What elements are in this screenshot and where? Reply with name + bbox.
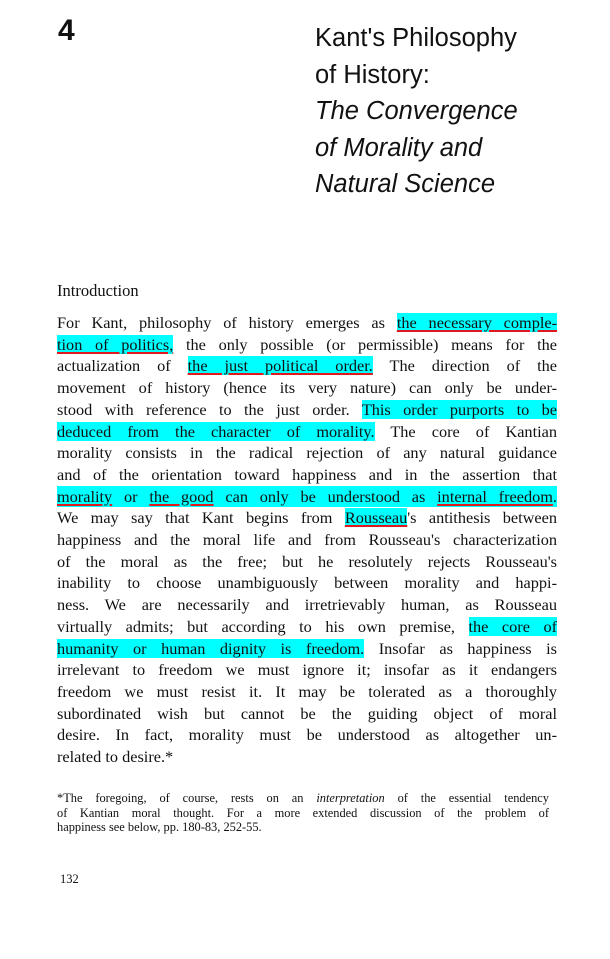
underlined-text: internal freedom <box>437 486 553 506</box>
text-line: movement of history (hence its very nature) can only be under- <box>57 378 557 398</box>
page-number: 132 <box>60 872 79 886</box>
text-line: subordinated wish but cannot be the guiding object of moral <box>57 703 557 723</box>
highlighted-text: the just political order. <box>187 356 373 376</box>
text-line: For Kant, philosophy of history emerges as the necessary comple- <box>57 313 558 332</box>
text-line: inability to choose unambiguously between morality and happi- <box>57 573 557 593</box>
text-line: actualization of the just political order. The direction of the <box>57 356 558 376</box>
highlighted-text: tion of politics, <box>57 334 174 354</box>
highlighted-text: deduced from the character of morality. <box>57 421 375 441</box>
highlighted-text: humanity or human dignity is freedom. <box>57 638 365 658</box>
title-line: of History: <box>315 60 430 89</box>
footnote-line: *The foregoing, of course, rests on an interpretation of the essential tendency <box>57 791 549 805</box>
text-line: of the moral as the free; but he resolutely rejects Rousseau's <box>57 551 557 571</box>
subtitle-line: of Morality and <box>315 133 483 162</box>
subtitle-line: The Convergence <box>315 97 518 125</box>
section-heading: Introduction <box>57 281 139 300</box>
text-line: ness. We are necessarily and irretrievably human, as Rousseau <box>57 595 557 615</box>
text-line: virtually admits; but according to his own premise, the core of <box>57 616 558 636</box>
chapter-number: 4 <box>58 14 75 47</box>
text-line: desire. In fact, morality must be understood as altogether un- <box>57 725 557 745</box>
text-line: morality or the good can only be understood as internal freedom. <box>57 486 557 506</box>
text-line: happiness and the moral life and from Rousseau's characterization <box>57 530 557 550</box>
text-line: and of the orientation toward happiness and in the assertion that <box>57 464 557 484</box>
text-line: freedom we must resist it. It may be tolerated as a thoroughly <box>57 681 557 701</box>
title-line: Kant's Philosophy <box>315 24 517 52</box>
highlighted-text: the core of <box>468 616 558 636</box>
highlighted-text: the necessary comple- <box>396 313 558 332</box>
emphasized-text: interpretation <box>316 791 385 805</box>
text-line: We may say that Kant begins from Rousseau's antithesis between <box>57 508 558 528</box>
subtitle-line: Natural Science <box>315 170 496 198</box>
text-line: related to desire.* <box>57 747 174 767</box>
highlighted-text: This order purports to be <box>361 399 557 419</box>
text-line: deduced from the character of morality. The core of Kantian <box>57 421 557 441</box>
chapter-title <box>315 20 595 203</box>
underlined-text: morality <box>57 486 113 506</box>
underlined-text: the good <box>149 486 214 506</box>
footnote-line: happiness see below, pp. 180-83, 252-55. <box>57 820 262 834</box>
highlighted-text: Rousseau <box>344 508 408 528</box>
text-line: humanity or human dignity is freedom. Insofar as happiness is <box>57 638 557 658</box>
text-line: tion of politics, the only possible (or permissible) means for the <box>57 334 557 354</box>
footnote <box>57 791 549 835</box>
text-line: irrelevant to freedom we must ignore it; insofar as it endangers <box>57 660 557 680</box>
body-paragraph <box>57 312 557 768</box>
footnote-line: of Kantian moral thought. For a more extended discussion of the problem of <box>57 805 549 820</box>
text-line: morality consists in the radical rejection of any natural guidance <box>57 443 557 463</box>
text-line: stood with reference to the just order. This order purports to be <box>57 399 557 419</box>
